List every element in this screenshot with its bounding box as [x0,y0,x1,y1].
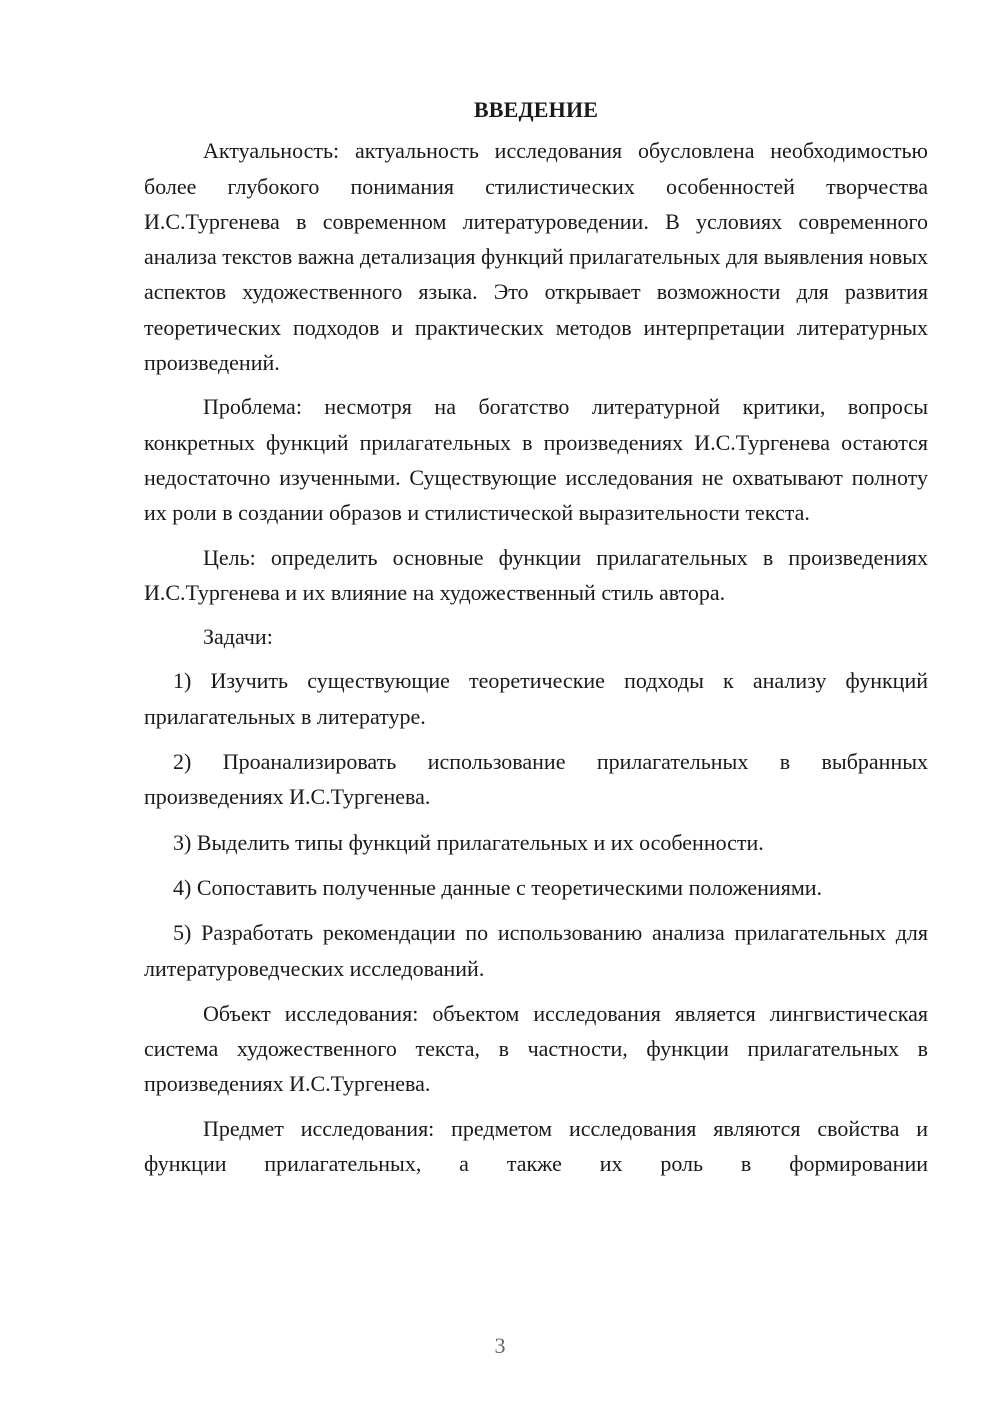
task-item-1: 1) Изучить существующие теоретические подходы к анализу функций прилагательных в литературе. [144,668,928,729]
task-item-2: 2) Проанализировать использование прилагательных в выбранных произведениях И.С.Тургенева. [144,749,928,810]
task-item-4: 4) Сопоставить полученные данные с теоретическими положениями. [173,874,823,900]
task-item-5: 5) Разработать рекомендации по использованию анализа прилагательных для литературоведческих исследований. [144,920,928,981]
problem-paragraph: Проблема: несмотря на богатство литературной критики, вопросы конкретных функций прилагательных в произведениях И.С.Тургенева остаются недостаточно изученными. Существующие исследования не охватывают полноту их роли в создании образов и стилистической выразительности текста. [144,394,928,526]
page-content [144,92,928,1190]
subject-paragraph: Предмет исследования: предметом исследования являются свойства и функции прилагательных, а также их роль в формировании [144,1115,928,1177]
tasks-label: Задачи: [203,624,273,650]
section-heading: ВВЕДЕНИЕ [473,97,599,122]
page-number: 3 [494,1333,506,1358]
relevance-paragraph: Актуальность: актуальность исследования обусловлена необходимостью более глубокого понимания стилистических особенностей творчества И.С.Тургенева в современном литературоведении. В условиях современного анализа текстов важна детализация функций прилагательных для выявления новых аспектов художественного языка. Это открывает возможности для развития теоретических подходов и практических методов интерпретации литературных произведений. [144,138,928,376]
task-item-3: 3) Выделить типы функций прилагательных и их особенности. [173,829,764,855]
goal-paragraph: Цель: определить основные функции прилагательных в произведениях И.С.Тургенева и их влияние на художественный стиль автора. [144,544,928,605]
object-paragraph: Объект исследования: объектом исследования является лингвистическая система художественного текста, в частности, функции прилагательных в произведениях И.С.Тургенева. [144,1000,928,1097]
